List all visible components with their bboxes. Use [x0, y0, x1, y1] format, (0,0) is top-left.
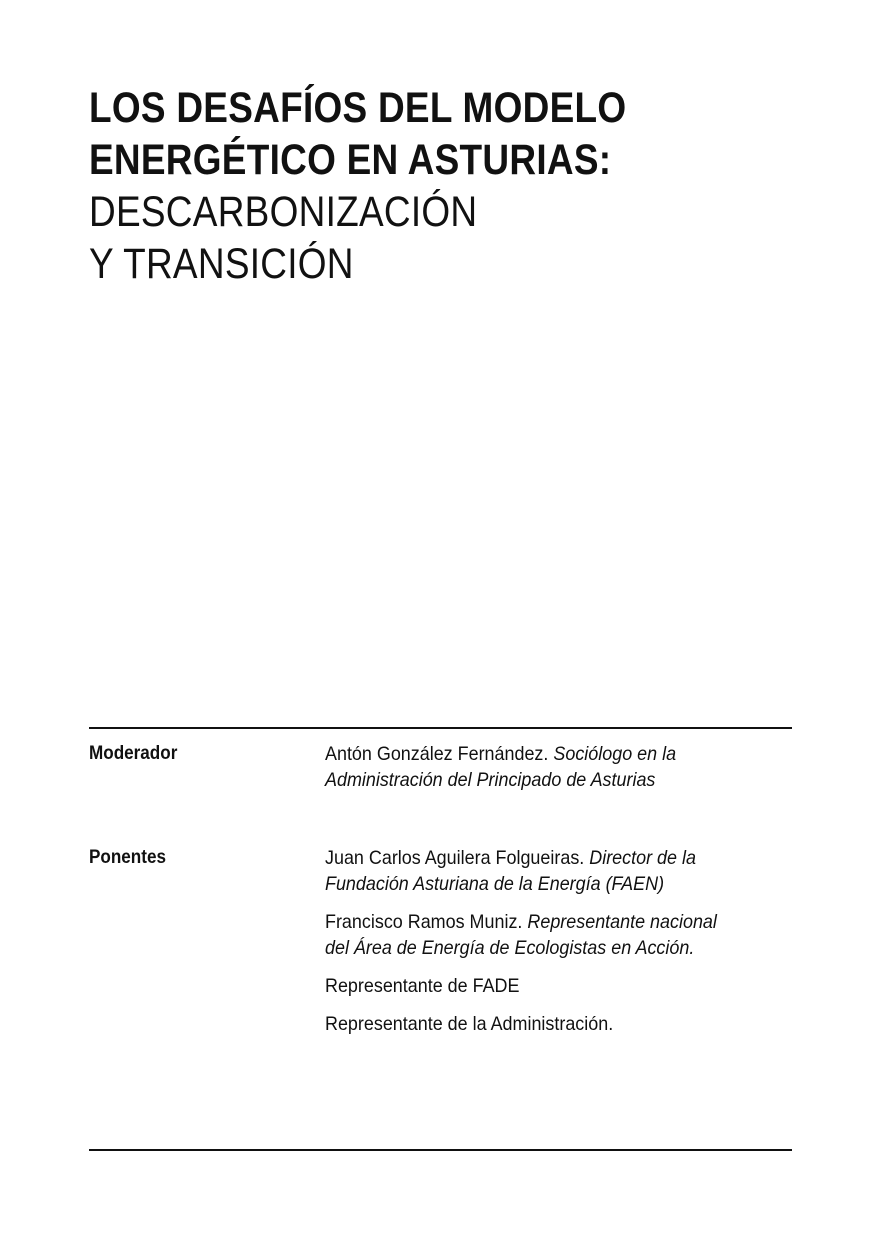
speaker-1-role-part-2: Fundación Asturiana de la Energía (FAEN) [325, 873, 665, 895]
moderator-line-1 [325, 741, 757, 767]
title-line-1: LOS DESAFÍOS DEL MODELO [89, 84, 627, 132]
bottom-divider [89, 1149, 792, 1151]
moderator-label: Moderador [89, 743, 178, 764]
document-title [89, 82, 789, 290]
speaker-1-name: Juan Carlos Aguilera Folgueiras. [325, 847, 585, 869]
moderator-entries [325, 741, 795, 805]
moderator-role-part-2: Administración del Principado de Asturias [325, 769, 656, 791]
speaker-1-line-1 [325, 845, 757, 871]
moderator-role-part-1: Sociólogo en la [553, 743, 677, 765]
subtitle-line-1: DESCARBONIZACIÓN [89, 188, 478, 236]
top-divider [89, 727, 792, 729]
moderator-entry [325, 741, 795, 793]
speakers-entries [325, 845, 795, 1049]
speaker-2-role-part-2: del Área de Energía de Ecologistas en Acción. [325, 937, 695, 959]
speaker-2-name: Francisco Ramos Muniz. [325, 911, 523, 933]
speaker-entry [325, 909, 795, 961]
speaker-entry [325, 1011, 795, 1037]
title-line-2: ENERGÉTICO EN ASTURIAS: [89, 136, 612, 184]
speaker-entry [325, 845, 795, 897]
subtitle-line-2: Y TRANSICIÓN [89, 240, 354, 288]
speaker-3-text: Representante de FADE [325, 975, 520, 997]
moderator-name: Antón González Fernández. [325, 743, 549, 765]
speaker-2-line-1 [325, 909, 757, 935]
speaker-2-role-part-1: Representante nacional [527, 911, 717, 933]
speaker-1-role-part-1: Director de la [589, 847, 696, 869]
speaker-4-text: Representante de la Administración. [325, 1013, 614, 1035]
speaker-entry [325, 973, 795, 999]
speakers-label: Ponentes [89, 847, 166, 868]
